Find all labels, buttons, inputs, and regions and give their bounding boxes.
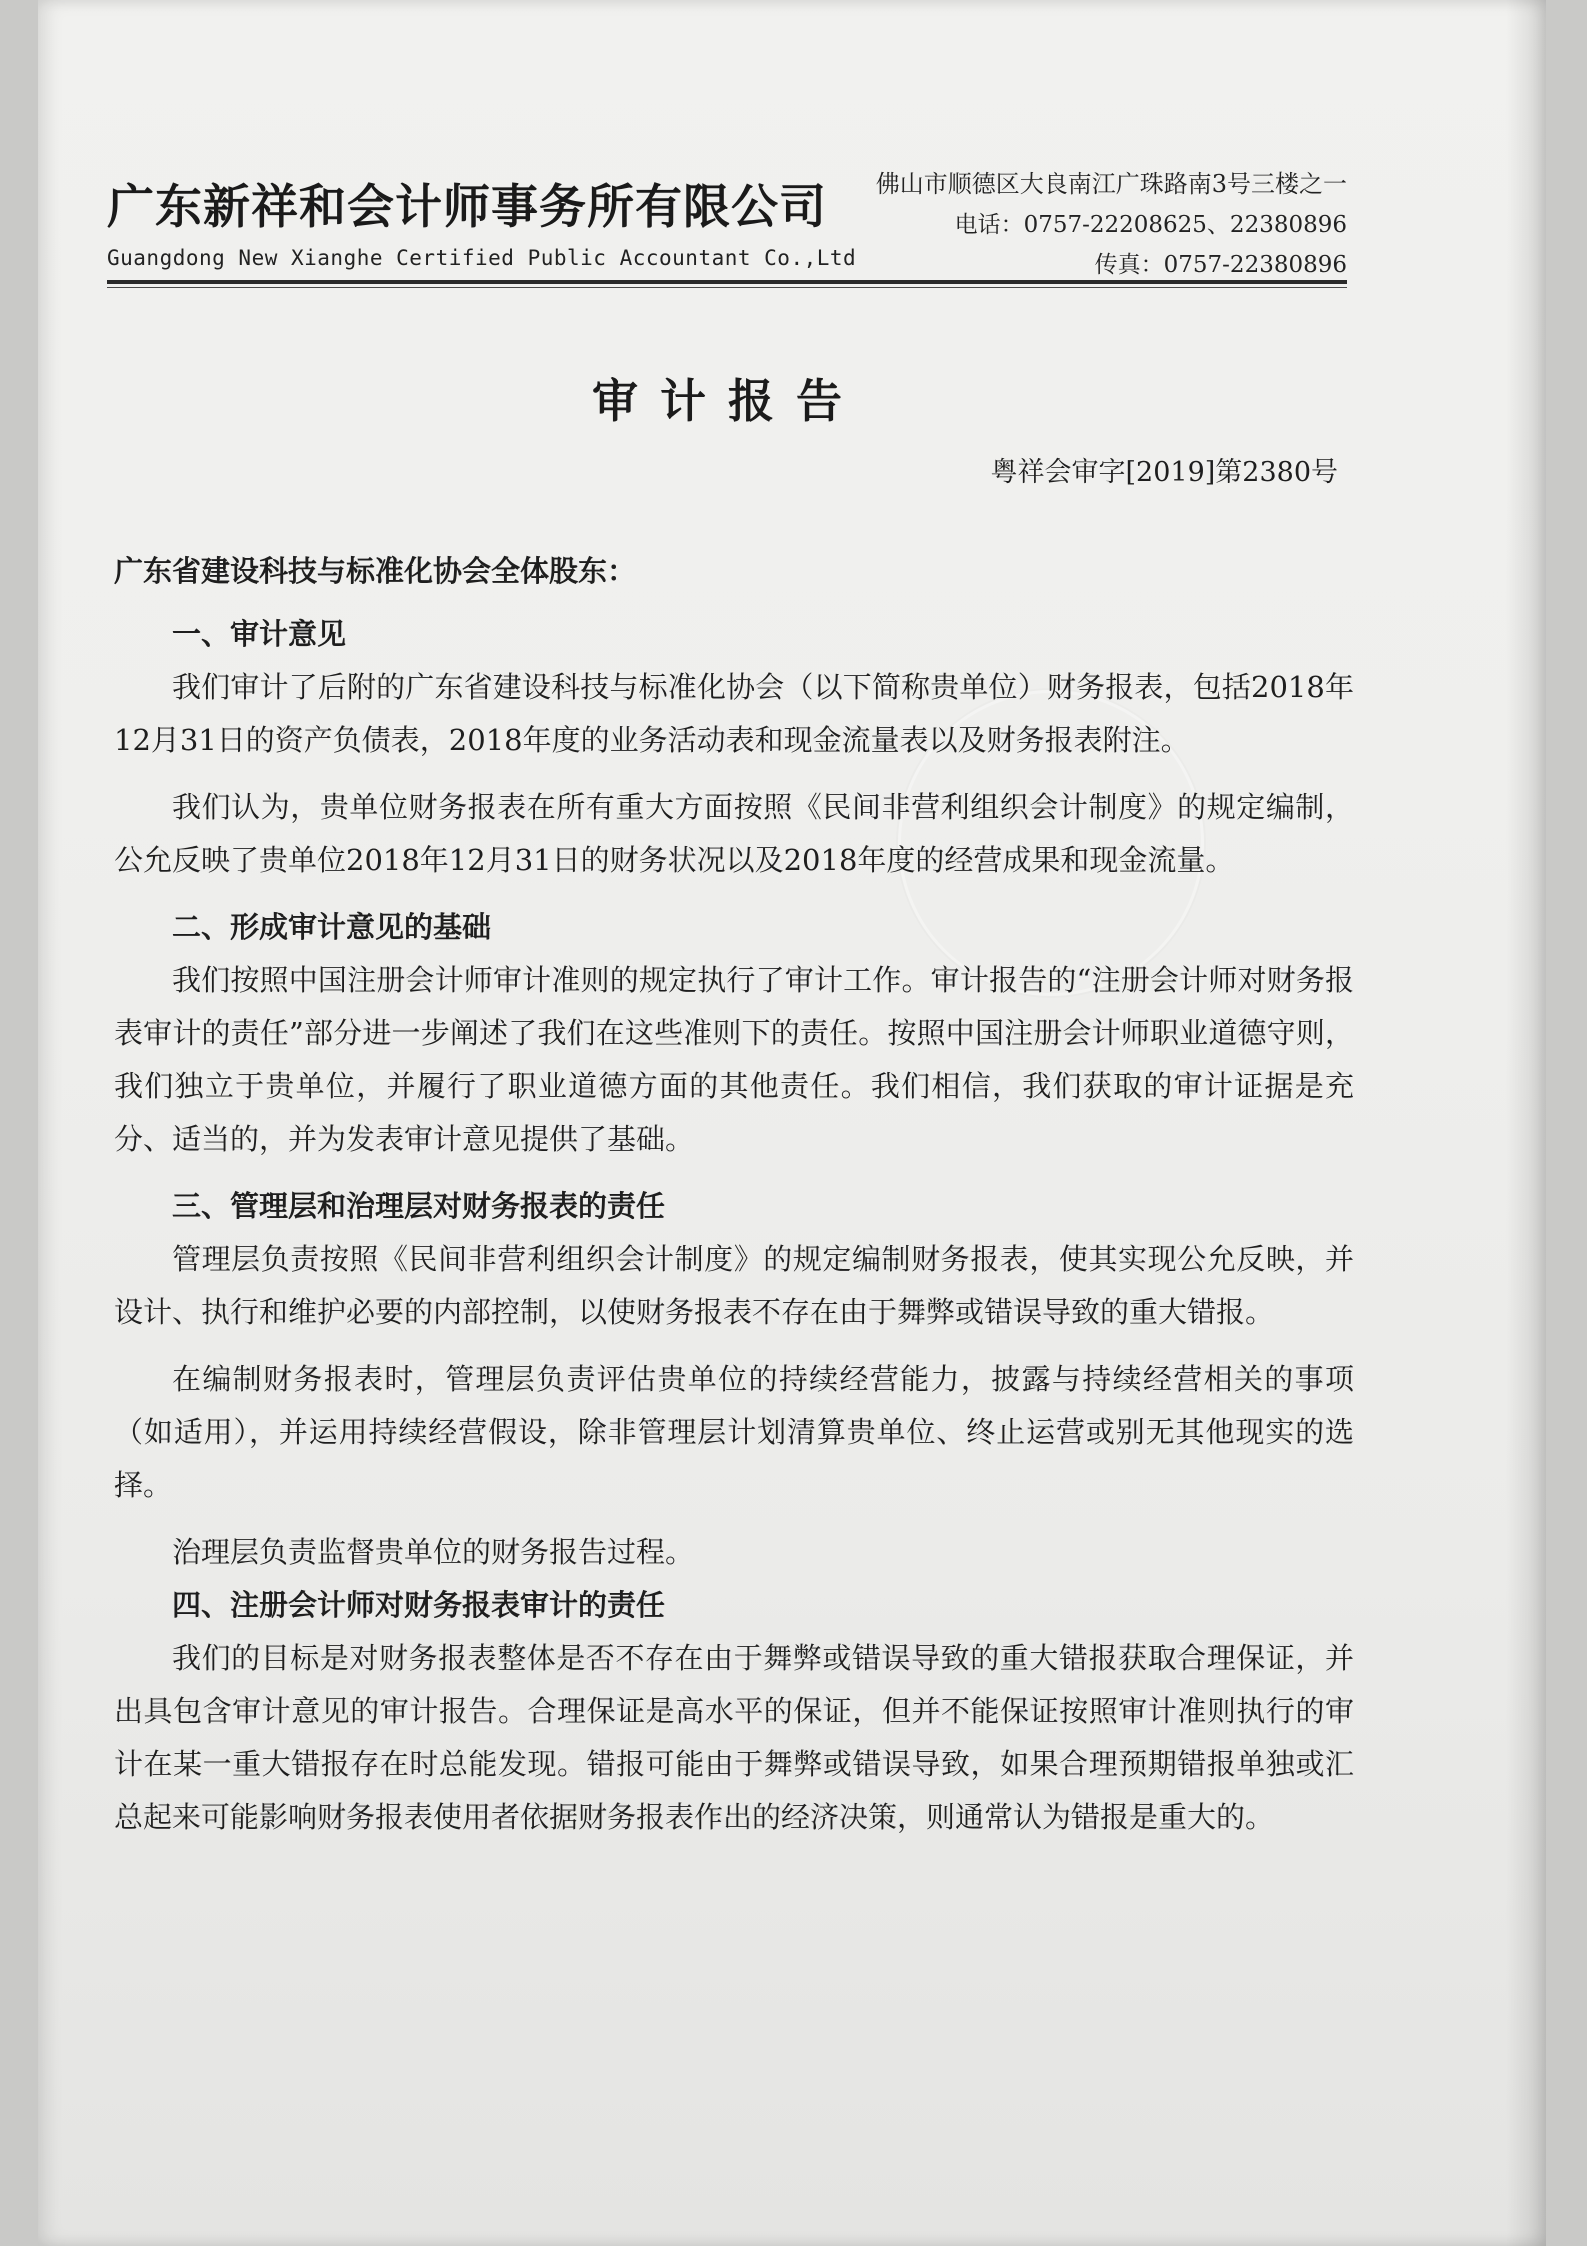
section-heading-management-responsibility: 三、管理层和治理层对财务报表的责任: [172, 1189, 666, 1223]
paragraph: 我们按照中国注册会计师审计准则的规定执行了审计工作。审计报告的“注册会计师对财务报表审计的责任”部分进一步阐述了我们在这些准则下的责任。按照中国注册会计师职业道德守则，我们独立于贵单位，并履行了职业道德方面的其他责任。我们相信，我们获取的审计证据是充分、适当的，并为发表审计意见提供了基础。: [114, 963, 1354, 1156]
company-phone: 电话：0757-22208625、22380896: [954, 212, 1347, 238]
paragraph: 我们的目标是对财务报表整体是否不存在由于舞弊或错误导致的重大错报获取合理保证，并出具包含审计意见的审计报告。合理保证是高水平的保证，但并不能保证按照审计准则执行的审计在某一重大错报存在时总能发现。错报可能由于舞弊或错误导致，如果合理预期错报单独或汇总起来可能影响财务报表使用者依据财务报表作出的经济决策，则通常认为错报是重大的。: [114, 1641, 1354, 1834]
paragraph: 我们审计了后附的广东省建设科技与标准化协会（以下简称贵单位）财务报表，包括2018年12月31日的资产负债表，2018年度的业务活动表和现金流量表以及财务报表附注。: [114, 670, 1354, 757]
paragraph: 在编制财务报表时，管理层负责评估贵单位的持续经营能力，披露与持续经营相关的事项（如适用），并运用持续经营假设，除非管理层计划清算贵单位、终止运营或别无其他现实的选择。: [114, 1362, 1354, 1502]
section-heading-basis-for-opinion: 二、形成审计意见的基础: [172, 910, 492, 944]
salutation: 广东省建设科技与标准化协会全体股东：: [114, 554, 637, 588]
company-address: 佛山市顺德区大良南江广珠路南3号三楼之一: [875, 170, 1347, 198]
company-fax: 传真：0757-22380896: [1094, 252, 1347, 278]
document-number: 粤祥会审字[2019]第2380号: [990, 457, 1338, 488]
letterhead-rule-thick: [107, 280, 1347, 284]
paragraph: 治理层负责监督贵单位的财务报告过程。: [172, 1535, 695, 1569]
document-page: [38, 0, 1546, 2246]
section-heading-audit-opinion: 一、审计意见: [172, 617, 347, 651]
company-name-cn: 广东新祥和会计师事务所有限公司: [107, 180, 827, 235]
paragraph: 我们认为，贵单位财务报表在所有重大方面按照《民间非营利组织会计制度》的规定编制，公允反映了贵单位2018年12月31日的财务状况以及2018年度的经营成果和现金流量。: [114, 790, 1354, 877]
report-title: 审计报告: [592, 374, 864, 428]
letterhead: [107, 150, 1347, 280]
letterhead-rule-thin: [107, 287, 1347, 288]
report-body: [114, 545, 1354, 1844]
paragraph: 管理层负责按照《民间非营利组织会计制度》的规定编制财务报表，使其实现公允反映，并设计、执行和维护必要的内部控制，以使财务报表不存在由于舞弊或错误导致的重大错报。: [114, 1242, 1354, 1329]
company-name-en: Guangdong New Xianghe Certified Public Accountant Co.,Ltd: [107, 246, 857, 270]
page-shadow-edge: [1506, 0, 1546, 2246]
section-heading-auditor-responsibility: 四、注册会计师对财务报表审计的责任: [172, 1588, 666, 1622]
